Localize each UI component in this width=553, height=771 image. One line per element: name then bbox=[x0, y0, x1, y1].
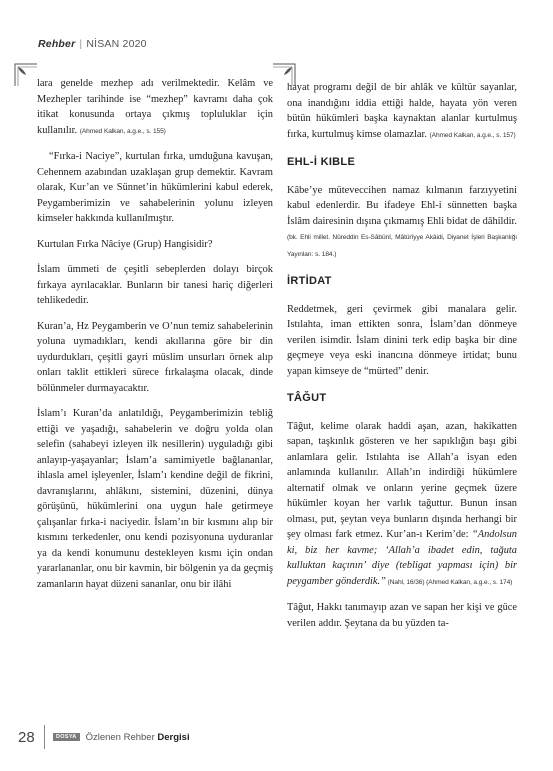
right-column bbox=[287, 80, 517, 641]
paragraph-islami-kuranda: İslam’ı Kuran’da anlatıldığı, Peygamberimizin tebliğ ettiği ve yaşadığı, sahabelerin ve doğru yolda olan selefin (sahabeyi izleyen ilk nesillerin) uyguladığı gibi anlayıp-yaşayanlar; İslam’a samimiyetle bağlananlar, ihlasla amel işleyenler, İslam’ı kendine değil de fikrini, davranışlarını, ahlâkını, sistemini, düzenini, dünya görüşünü, hükümlerini ona uygun hale getirmeye çalışanlar fırka-i naciyedir. İslam’ın bir kısmını alıp bir kısmını terkedenler, onu kendi pozisyonuna uyduranlar ya da kendi konumunu destekleyen kısmı için ondan yararlananlar, onu bir kavmin, bir bölgenin ya da geçmiş zamanların hayat düzeni sananlar, onu bir ilâhi bbox=[37, 408, 273, 590]
paragraph-hayat-programi: hayat programı değil de bir ahlâk ve kültür sayanlar, ona inandığını iddia ettiği halde, hayata yön veren bütün hükümleri başka kaynaktan alanlar kurtulmuş fırka, kurtulmuş kimse olamazlar. (Ahmed Kalkan, a.g.e., s. 157) bbox=[287, 82, 517, 140]
paragraph-kurana: Kuran’a, Hz Peygamberin ve O’nun temiz sahabelerinin yoluna uymadıkları, kendi akıllarına göre bir din uydurdukları, çeşitli gayri müslim unsurları örnek alıp onları taklit ettikleri sürece fırkalaşma olacak, dinde bölünmeler durmayacaktır. bbox=[37, 320, 273, 394]
paragraph-irtidat: Reddetmek, geri çevirmek gibi manalara gelir. Istılahta, iman ettikten sonra, İslam’dan dönmeye verilen isimdir. İslam dinini terk edip başka bir dine geçmeye veya eski inancına dönmeye irtidat; bunu yapan kimseye de “mürted” denir. bbox=[287, 303, 517, 377]
page-number: 28 bbox=[18, 728, 35, 746]
paragraph-mezhep: lara genelde mezhep adı verilmektedir. Kelâm ve Mezhepler tarihinde ise “mezhep” kavramı daha çok itikat konusunda ortaya çıkmış topluluklar için kullanılır. (Ahmed Kalkan, a.g.e., s. 155) bbox=[37, 78, 273, 136]
paragraph-ehl-i-kible: Kâbe’ye müteveccihen namaz kılmanın farzıyyetini kabul edenlerdir. Bu ifadeye Ehl-i sünnetten başka İslâm dairesinin dışına çıkmamış Ehli bidat de dâhildir. (bk. Ehli millet. Nûreddin Es-Sâbûnî, Mâtürîyye Akâidi, Diyanet İşleri Başkanlığı Yayınları: s. 184.) bbox=[287, 184, 517, 258]
magazine-brand: Rehber bbox=[38, 38, 76, 50]
left-column bbox=[37, 76, 273, 602]
citation: (Nahl, 16/36) (Ahmed Kalkan, a.g.e., s. 174) bbox=[385, 578, 513, 586]
quran-quote: “Andolsun ki, biz her kavme; ‘Allah’a ibadet edin, tağuta kulluktan kaçının’ diye (tebligat yapması için) bir peygamber gönderdik.” bbox=[287, 529, 517, 587]
heading-ehl-i-kible: EHL-İ KIBLE bbox=[287, 156, 356, 168]
issue-date: NİSAN 2020 bbox=[86, 38, 147, 50]
page-footer bbox=[18, 725, 190, 749]
heading-tagut: TÂĞUT bbox=[287, 392, 327, 404]
citation: (Ahmed Kalkan, a.g.e., s. 155) bbox=[79, 127, 166, 135]
paragraph-firka-i-naciye: “Fırka-i Naciye”, kurtulan fırka, umduğuna kavuşan, Cehennem azabından uzaklaşan grup demektir. Kavram olarak, Kur’an ve Sünnet’in hükümlerini kabul ederek, Peygamberimizin ve sahabelerinin yolunu izleyen kimseler hakkında kullanılmıştır. bbox=[37, 151, 273, 224]
citation: (bk. Ehli millet. Nûreddin Es-Sâbûnî, Mâtürîyye Akâidi, Diyanet İşleri Başkanlığı Yayınları: s. 184.) bbox=[287, 234, 517, 258]
section-question: Kurtulan Fırka Nâciye (Grup) Hangisidir? bbox=[37, 238, 213, 250]
section-badge: DOSYA bbox=[53, 733, 80, 741]
magazine-title: Özlenen Rehber Dergisi bbox=[85, 731, 190, 743]
paragraph-islam-ummeti: İslam ümmeti de çeşitli sebeplerden dolayı birçok fırkaya ayrılacaklar. Bunların bir tanesi hariç diğerleri tehlikededir. bbox=[37, 264, 273, 306]
running-header bbox=[38, 38, 147, 50]
heading-irtidat: İRTİDAT bbox=[287, 275, 332, 287]
citation: (Ahmed Kalkan, a.g.e., s. 157) bbox=[429, 131, 516, 139]
paragraph-tagut-continued: Tâğut, Hakkı tanımayıp azan ve sapan her kişi ve güce verilen addır. Şeytana da bu yüzden ta- bbox=[287, 602, 517, 629]
header-divider: | bbox=[79, 38, 83, 50]
paragraph-tagut: Tâğut, kelime olarak haddi aşan, azan, hakikatten sapan, taşkınlık gösteren ve her sapıklığın başı gibi anlamlara gelir. Istılahta ise Allah’a isyan eden anlamında kullanılır. Allah’ın indirdiği hükümlere alternatif olmak ve onların yerine geçmek üzere hükümler koyan her varlık tağuttur. Bunun insan olması, put, şeytan veya bunların dışında herhangi bir şey olması fark etmez. Kur’an-ı Kerim’de: “Andolsun ki, biz her kavme; ‘Allah’a ibadet edin, tağuta kulluktan kaçının’ diye (tebligat yapması için) bir peygamber gönderdik.” (Nahl, 16/36) (Ahmed Kalkan, a.g.e., s. 174) bbox=[287, 420, 517, 587]
footer-divider bbox=[44, 725, 45, 749]
ornament-corner-top-left-icon bbox=[13, 62, 39, 88]
